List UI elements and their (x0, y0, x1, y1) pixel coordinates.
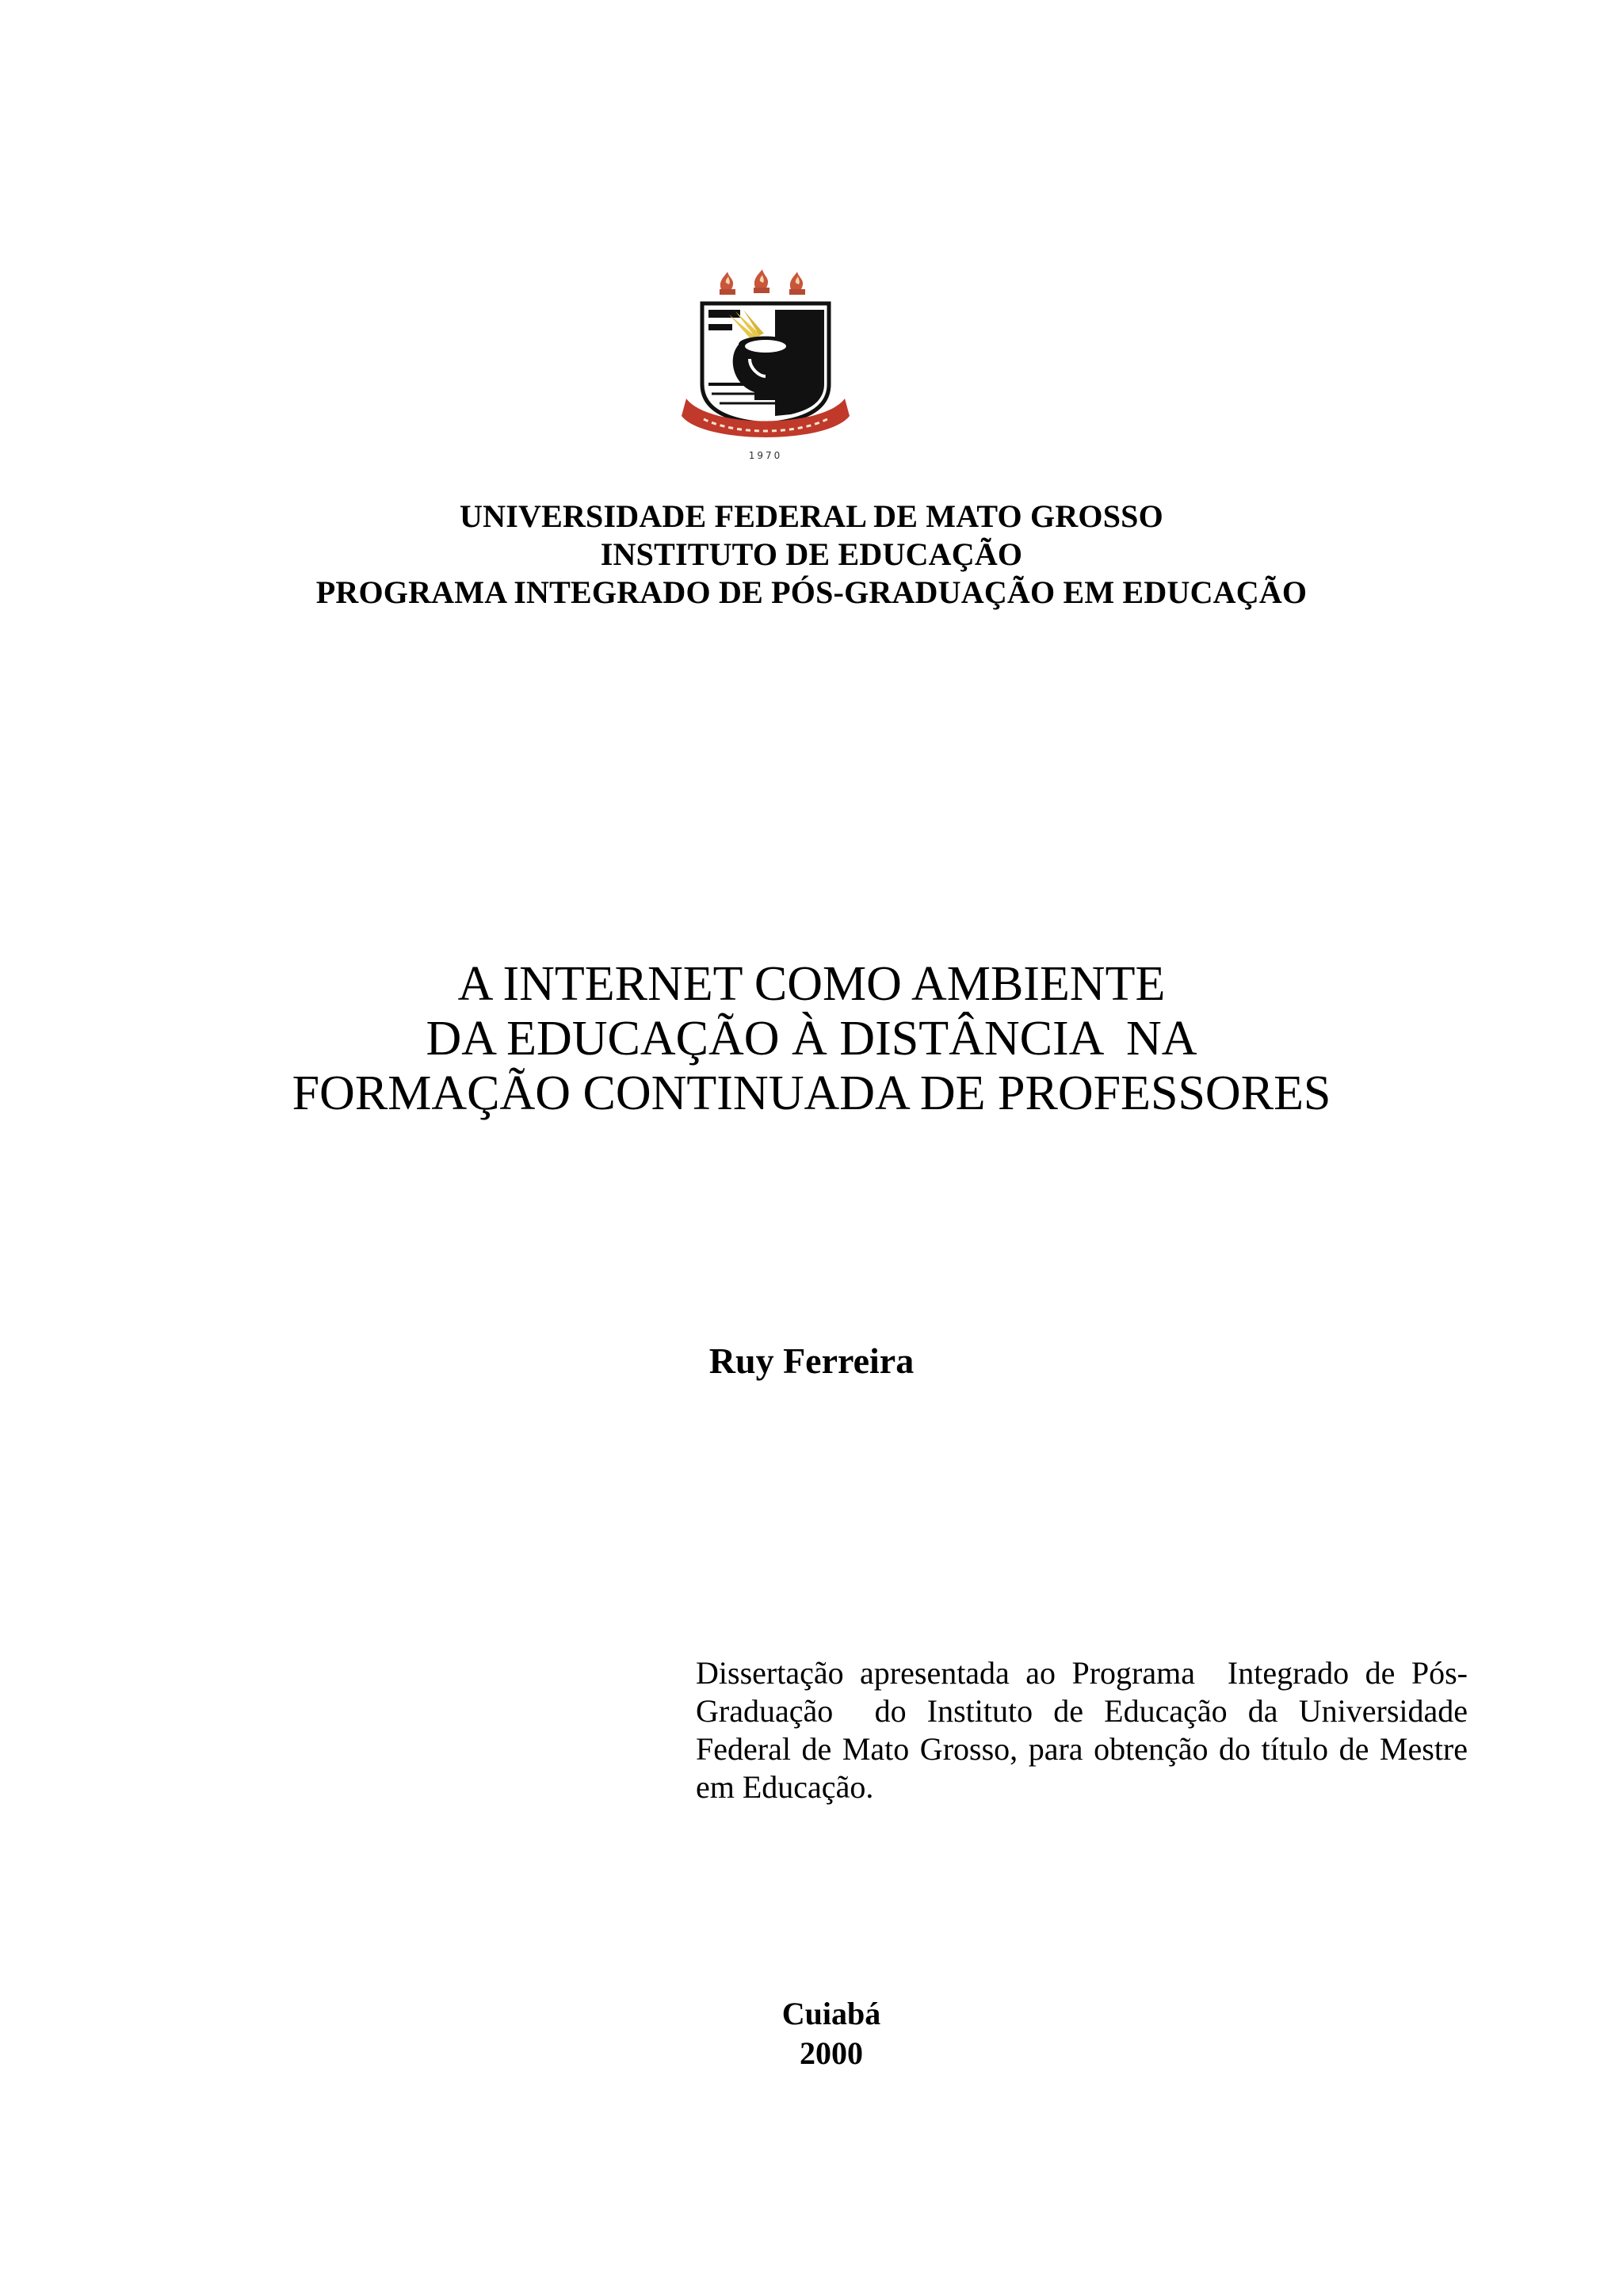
institution-header (0, 498, 1623, 612)
institute-name: INSTITUTO DE EDUCAÇÃO (600, 536, 1023, 572)
svg-text:1970: 1970 (748, 450, 783, 461)
university-name: UNIVERSIDADE FEDERAL DE MATO GROSSO (460, 498, 1163, 534)
statement-line-4: em Educação. (696, 1769, 874, 1805)
university-seal-icon (680, 265, 851, 463)
title-line-1: A INTERNET COMO AMBIENTE (457, 957, 1166, 1011)
statement-line-1: Dissertação apresentada ao Programa Integrado de Pós- (696, 1655, 1468, 1691)
program-name: PROGRAMA INTEGRADO DE PÓS-GRADUAÇÃO EM EDUCAÇÃO (315, 574, 1308, 610)
title-line-2: DA EDUCAÇÃO À DISTÂNCIA NA (426, 1012, 1197, 1066)
place-and-year (0, 1994, 1623, 2073)
title-line-3: FORMAÇÃO CONTINUADA DE PROFESSORES (292, 1066, 1331, 1120)
publication-year: 2000 (800, 2035, 863, 2071)
statement-line-3: Federal de Mato Grosso, para obtenção do título de Mestre (696, 1731, 1468, 1767)
author-name: Ruy Ferreira (708, 1341, 915, 1381)
statement-line-2: Graduação do Instituto de Educação da Universidade (696, 1693, 1468, 1729)
dissertation-statement (696, 1654, 1468, 1806)
place-name: Cuiabá (781, 1996, 881, 2031)
dissertation-title (0, 957, 1623, 1121)
